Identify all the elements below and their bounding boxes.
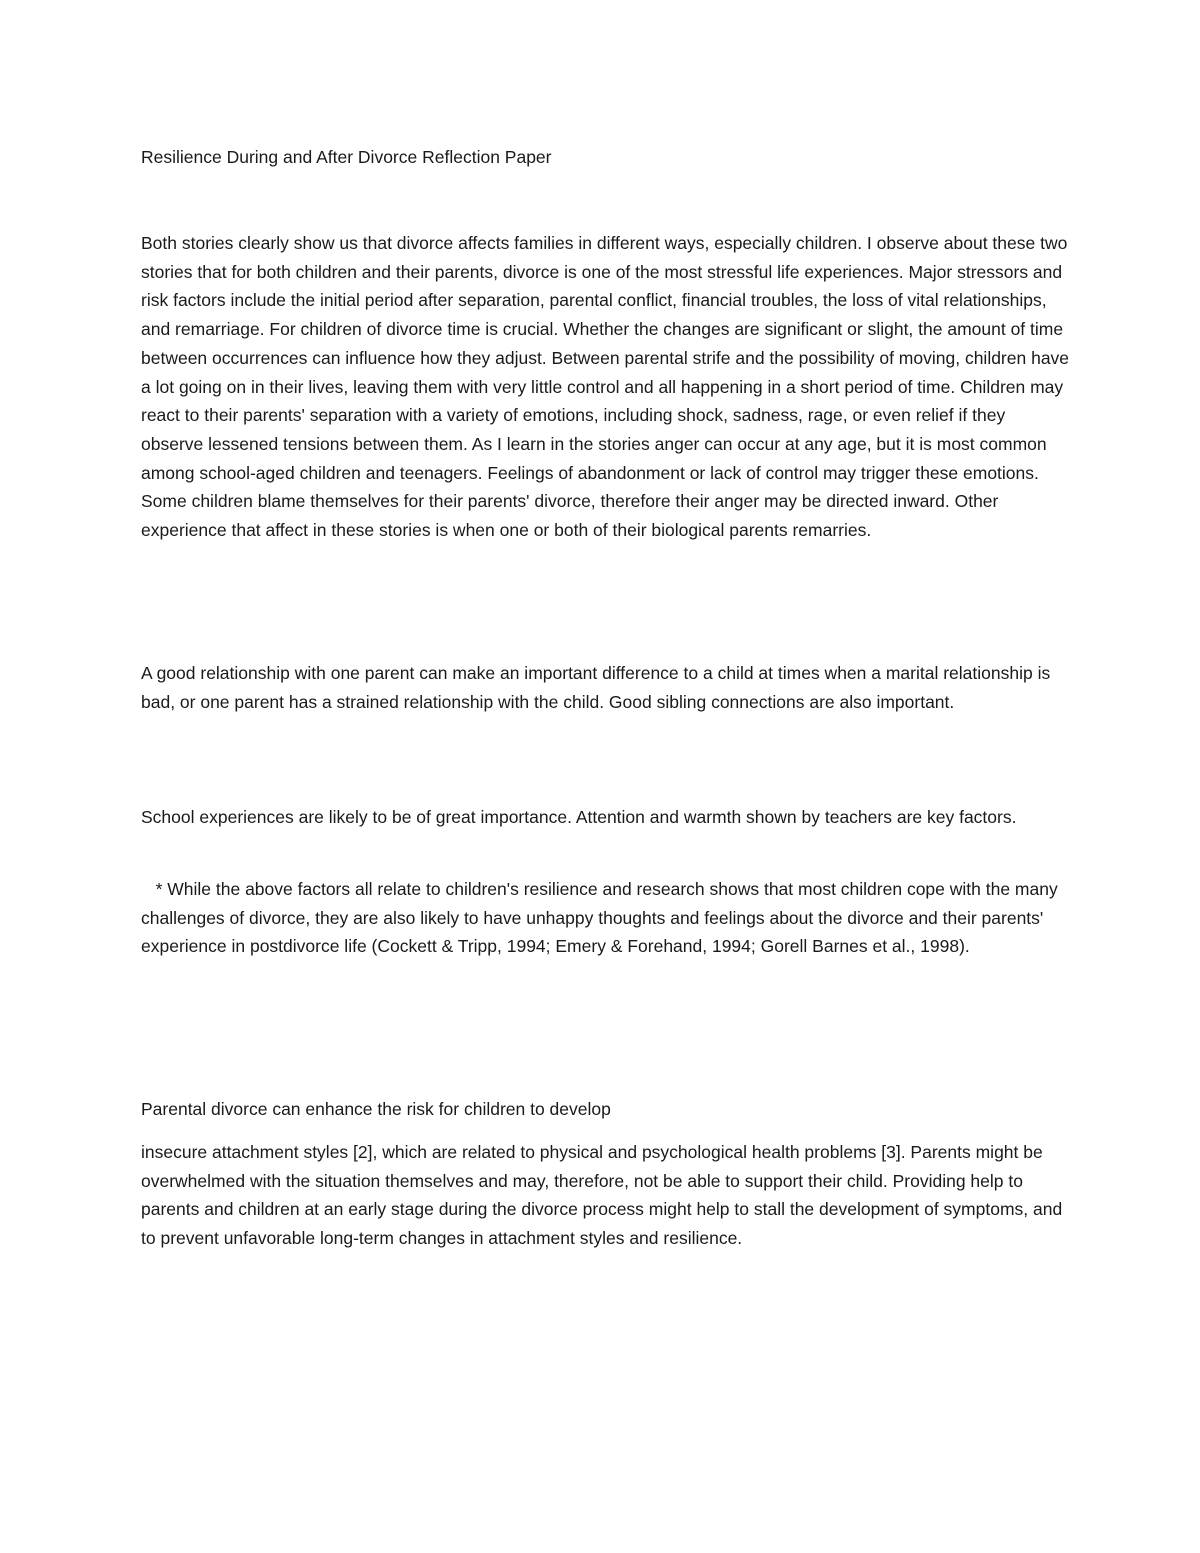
paragraph-parent-relationship: A good relationship with one parent can make an important difference to a child at times when a marital relationship is bad, or one parent has a strained relationship with the child. Good sibling connections are also important. — [141, 663, 1051, 712]
paragraph-attachment-intro: Parental divorce can enhance the risk for children to develop — [141, 1099, 611, 1119]
paragraph-resilience-research: * While the above factors all relate to children's resilience and research shows that most children cope with the many challenges of divorce, they are also likely to have unhappy thoughts and feelings about the divorce and their parents' experience in postdivorce life (Cockett & Tripp, 1994; Emery & Forehand, 1994; Gorell Barnes et al., 1998). — [141, 879, 1063, 957]
paragraph-attachment-styles: insecure attachment styles [2], which are related to physical and psychological health problems [3]. Parents might be overwhelmed with the situation themselves and may, therefore, not be able to support their child. Providing help to parents and children at an early stage during the divorce process might help to stall the development of symptoms, and to prevent unfavorable long-term changes in attachment styles and resilience. — [141, 1142, 1063, 1249]
paragraph-divorce-effects: Both stories clearly show us that divorce affects families in different ways, especially children. I observe about these two stories that for both children and their parents, divorce is one of the most stressful life experiences. Major stressors and risk factors include the initial period after separation, parental conflict, financial troubles, the loss of vital relationships, and remarriage. For children of divorce time is crucial. Whether the changes are significant or slight, the amount of time between occurrences can influence how they adjust. Between parental strife and the possibility of moving, children have a lot going on in their lives, leaving them with very little control and all happening in a short period of time. Children may react to their parents' separation with a variety of emotions, including shock, sadness, rage, or even relief if they observe lessened tensions between them. As I learn in the stories anger can occur at any age, but it is most common among school-aged children and teenagers. Feelings of abandonment or lack of control may trigger these emotions. Some children blame themselves for their parents' divorce, therefore their anger may be directed inward. Other experience that affect in these stories is when one or both of their biological parents remarries. — [141, 233, 1070, 541]
paragraph-school-experiences: School experiences are likely to be of great importance. Attention and warmth shown by teachers are key factors. — [141, 807, 1017, 827]
document-title: Resilience During and After Divorce Reflection Paper — [141, 147, 552, 167]
